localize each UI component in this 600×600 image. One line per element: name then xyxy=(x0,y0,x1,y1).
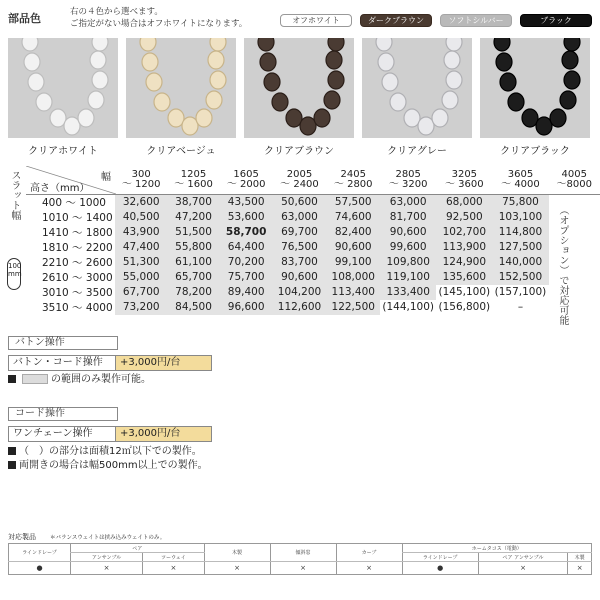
corner-height-label: 高さ（mm） xyxy=(30,183,90,194)
price-cell: 90,600 xyxy=(326,240,380,255)
price-cell: 102,700 xyxy=(436,225,492,240)
height-range: 1810 ～ 2200 xyxy=(42,241,113,254)
price-cell: 92,500 xyxy=(436,210,492,225)
width-to: ～ 1200 xyxy=(121,178,161,190)
chain-bead-strand-icon xyxy=(244,38,354,138)
compat-mark: × xyxy=(478,562,568,575)
chain-photo-clear-grey xyxy=(362,38,472,138)
price-cell: 73,200 xyxy=(115,300,167,315)
color-chip-offwhite[interactable]: オフホワイト xyxy=(280,14,352,27)
color-chips xyxy=(280,14,592,27)
parts-color-note-line1: 右の４色から選べます。 xyxy=(70,7,163,17)
baton-note xyxy=(8,374,151,386)
corner-width-label: 幅 xyxy=(101,172,112,183)
compat-subhead: ペア アンサンブル xyxy=(478,553,568,562)
bullet-square-icon xyxy=(8,375,16,383)
price-cell: 152,500 xyxy=(492,270,548,285)
price-cell: 57,500 xyxy=(326,194,380,210)
width-from: 1205 xyxy=(180,168,207,180)
price-cell: 75,700 xyxy=(220,270,273,285)
price-cell: – xyxy=(517,301,524,313)
compat-subhead: ラインドレープ xyxy=(402,553,478,562)
width-header xyxy=(380,166,436,194)
width-to: ～ 1600 xyxy=(174,178,213,190)
price-cell: 84,500 xyxy=(167,300,219,315)
price-cell: 113,900 xyxy=(436,240,492,255)
chain-label-clear-beige: クリアベージュ xyxy=(146,146,216,157)
compat-group: 傾斜窓 xyxy=(270,544,336,562)
price-cell: 112,600 xyxy=(273,300,327,315)
price-cell: 135,600 xyxy=(436,270,492,285)
price-cell: 113,400 xyxy=(326,285,380,300)
price-cell: (157,100) xyxy=(494,286,547,298)
price-cell: 63,000 xyxy=(380,194,436,210)
price-cell: 64,400 xyxy=(220,240,273,255)
price-cell: 43,500 xyxy=(220,194,273,210)
price-cell: 108,000 xyxy=(326,270,380,285)
price-cell: 61,100 xyxy=(167,255,219,270)
cord-note-2 xyxy=(8,460,208,472)
width-header xyxy=(326,166,380,194)
parts-color-title: 部品色 xyxy=(8,12,41,25)
color-chip-darkbrown[interactable]: ダークブラウン xyxy=(360,14,432,27)
width-to: ～ 2400 xyxy=(280,178,319,190)
price-cell: 63,000 xyxy=(273,210,327,225)
price-cell: 47,400 xyxy=(115,240,167,255)
table-row xyxy=(26,270,600,285)
price-cell: 51,500 xyxy=(167,225,219,240)
price-cell: 90,600 xyxy=(380,225,436,240)
width-to: ～ 3600 xyxy=(445,178,484,190)
table-row xyxy=(26,194,600,210)
price-cell: 81,700 xyxy=(380,210,436,225)
price-cell: 114,800 xyxy=(492,225,548,240)
width-from: 3205 xyxy=(451,168,478,180)
chain-photo-clear-brown xyxy=(244,38,354,138)
compat-subhead: 木製 xyxy=(568,553,592,562)
price-cell: 109,800 xyxy=(380,255,436,270)
price-cell: 38,700 xyxy=(167,194,219,210)
price-table xyxy=(26,166,600,315)
baton-section-title: バトン操作 xyxy=(8,336,118,350)
price-cell: 47,200 xyxy=(167,210,219,225)
price-cell: 99,600 xyxy=(380,240,436,255)
price-cell: (145,100) xyxy=(438,286,491,298)
slat-size-unit: mm xyxy=(8,270,22,278)
price-cell: 55,000 xyxy=(115,270,167,285)
price-cell: 82,400 xyxy=(326,225,380,240)
price-cell: 127,500 xyxy=(492,240,548,255)
price-cell: (144,100) xyxy=(382,301,434,313)
compat-group: ホームタコス（電動） xyxy=(402,544,591,553)
compat-title xyxy=(8,532,165,542)
width-header xyxy=(492,166,548,194)
height-range: 2610 ～ 3000 xyxy=(42,271,113,284)
cord-note-2-text: 両開きの場合は幅500mm以上での製作。 xyxy=(19,460,208,471)
price-cell: 32,600 xyxy=(115,194,167,210)
price-cell: 43,900 xyxy=(115,225,167,240)
chain-bead-strand-icon xyxy=(362,38,472,138)
price-cell: 76,500 xyxy=(273,240,327,255)
width-header xyxy=(436,166,492,194)
chain-photo-clear-white xyxy=(8,38,118,138)
price-cell: 103,100 xyxy=(492,210,548,225)
compat-mark: × xyxy=(143,562,204,575)
table-row xyxy=(26,225,600,240)
price-cell: 40,500 xyxy=(115,210,167,225)
compat-subtitle: ＊バランスウェイトは挟み込みウェイトのみ。 xyxy=(50,535,166,541)
width-to: ～ 3200 xyxy=(388,178,428,190)
baton-option-name: バトン・コード操作 xyxy=(8,355,116,371)
price-cell: 51,300 xyxy=(115,255,167,270)
option-available-label: （オプション）で対応可能 xyxy=(557,205,568,325)
compat-group: ラインドレープ xyxy=(9,544,71,562)
width-from: 2405 xyxy=(340,168,366,180)
compat-mark: × xyxy=(568,562,592,575)
compat-subhead: アンサンブル xyxy=(71,553,143,562)
header xyxy=(0,0,600,36)
width-to: ～ 2800 xyxy=(333,178,373,190)
price-cell: 75,800 xyxy=(492,194,548,210)
compat-mark: × xyxy=(204,562,270,575)
chain-label-clear-black: クリアブラック xyxy=(500,146,570,157)
height-range: 3510 ～ 4000 xyxy=(42,301,113,314)
chain-photo-clear-black xyxy=(480,38,590,138)
price-cell: 55,800 xyxy=(167,240,219,255)
width-from: 2805 xyxy=(395,168,421,180)
parts-color-note-line2: ご指定がない場合はオフホワイトになります。 xyxy=(70,19,248,29)
price-cell: 90,600 xyxy=(273,270,327,285)
color-chip-black[interactable]: ブラック xyxy=(520,14,592,27)
width-header xyxy=(220,166,273,194)
compat-mark: × xyxy=(336,562,402,575)
compat-table xyxy=(8,543,592,575)
chain-bead-strand-icon xyxy=(8,38,118,138)
price-table-body xyxy=(26,194,600,315)
compat-group: カーブ xyxy=(336,544,402,562)
slat-size-value: 100 xyxy=(8,262,22,270)
width-from: 300 xyxy=(131,168,151,180)
height-range: 1410 ～ 1800 xyxy=(42,226,113,239)
table-row xyxy=(26,210,600,225)
price-cell: 96,600 xyxy=(220,300,273,315)
price-cell: 78,200 xyxy=(167,285,219,300)
price-cell: 58,700 xyxy=(220,225,273,240)
price-cell: 99,100 xyxy=(326,255,380,270)
compat-title-text: 対応製品 xyxy=(8,533,36,541)
slat-width-label: スラット幅 xyxy=(9,170,20,220)
price-cell: 133,400 xyxy=(380,285,436,300)
compat-group: 木製 xyxy=(204,544,270,562)
height-range: 1010 ～ 1400 xyxy=(42,211,113,224)
grey-range-swatch xyxy=(22,374,48,384)
price-cell: 104,200 xyxy=(273,285,327,300)
chain-bead-strand-icon xyxy=(480,38,590,138)
width-from: 2005 xyxy=(286,168,313,180)
chain-label-clear-white: クリアホワイト xyxy=(28,146,98,157)
width-to: ～8000 xyxy=(556,178,592,190)
price-cell: 70,200 xyxy=(220,255,273,270)
price-cell: 69,700 xyxy=(273,225,327,240)
cord-option-price: +3,000円/台 xyxy=(116,426,212,442)
width-to: ～ 4000 xyxy=(501,178,540,190)
width-header xyxy=(115,166,167,194)
height-range: 400 ～ 1000 xyxy=(42,196,106,209)
compat-mark: × xyxy=(270,562,336,575)
price-cell: 53,600 xyxy=(220,210,273,225)
slat-size-badge xyxy=(7,258,21,290)
width-from: 4005 xyxy=(561,168,587,180)
width-to: ～ 2000 xyxy=(226,178,266,190)
price-cell: 140,000 xyxy=(492,255,548,270)
price-cell: 68,000 xyxy=(436,194,492,210)
width-from: 1605 xyxy=(233,168,259,180)
cord-section-title: コード操作 xyxy=(8,407,118,421)
price-cell: 65,700 xyxy=(167,270,219,285)
width-header xyxy=(273,166,327,194)
price-cell: 83,700 xyxy=(273,255,327,270)
price-cell: (156,800) xyxy=(438,301,491,313)
width-from: 3605 xyxy=(507,168,534,180)
price-cell: 74,600 xyxy=(326,210,380,225)
price-cell: 89,400 xyxy=(220,285,273,300)
chain-label-clear-grey: クリアグレー xyxy=(387,146,447,157)
chain-photo-clear-beige xyxy=(126,38,236,138)
compat-mark: × xyxy=(71,562,143,575)
width-header xyxy=(549,166,600,194)
chain-label-clear-brown: クリアブラウン xyxy=(264,146,334,157)
compat-group: ペア xyxy=(71,544,205,553)
height-range: 3010 ～ 3500 xyxy=(42,286,113,299)
table-row xyxy=(26,255,600,270)
baton-option-price: +3,000円/台 xyxy=(116,355,212,371)
height-range: 2210 ～ 2600 xyxy=(42,256,113,269)
baton-note-text: の範囲のみ製作可能。 xyxy=(51,374,151,385)
table-row xyxy=(26,300,600,315)
table-corner xyxy=(26,166,115,194)
price-cell: 50,600 xyxy=(273,194,327,210)
cord-option-row xyxy=(8,426,212,442)
price-cell: 124,900 xyxy=(436,255,492,270)
price-cell: 122,500 xyxy=(326,300,380,315)
cord-note-1 xyxy=(8,446,202,458)
width-header xyxy=(167,166,219,194)
price-cell: 67,700 xyxy=(115,285,167,300)
bullet-square-icon xyxy=(8,447,16,455)
chain-bead-strand-icon xyxy=(126,38,236,138)
parts-color-note xyxy=(70,6,247,30)
baton-option-row xyxy=(8,355,212,371)
chain-photos xyxy=(8,38,600,156)
bullet-square-icon xyxy=(8,461,16,469)
table-row xyxy=(26,285,600,300)
price-cell: 119,100 xyxy=(380,270,436,285)
cord-option-name: ワンチェーン操作 xyxy=(8,426,116,442)
compat-subhead: ツーウェイ xyxy=(143,553,204,562)
compat-mark: ● xyxy=(9,562,71,575)
cord-note-1-text: （ ）の部分は面積12㎡以下での製作。 xyxy=(19,446,202,457)
table-row xyxy=(26,240,600,255)
compat-mark: ● xyxy=(402,562,478,575)
color-chip-softsilver[interactable]: ソフトシルバー xyxy=(440,14,512,27)
